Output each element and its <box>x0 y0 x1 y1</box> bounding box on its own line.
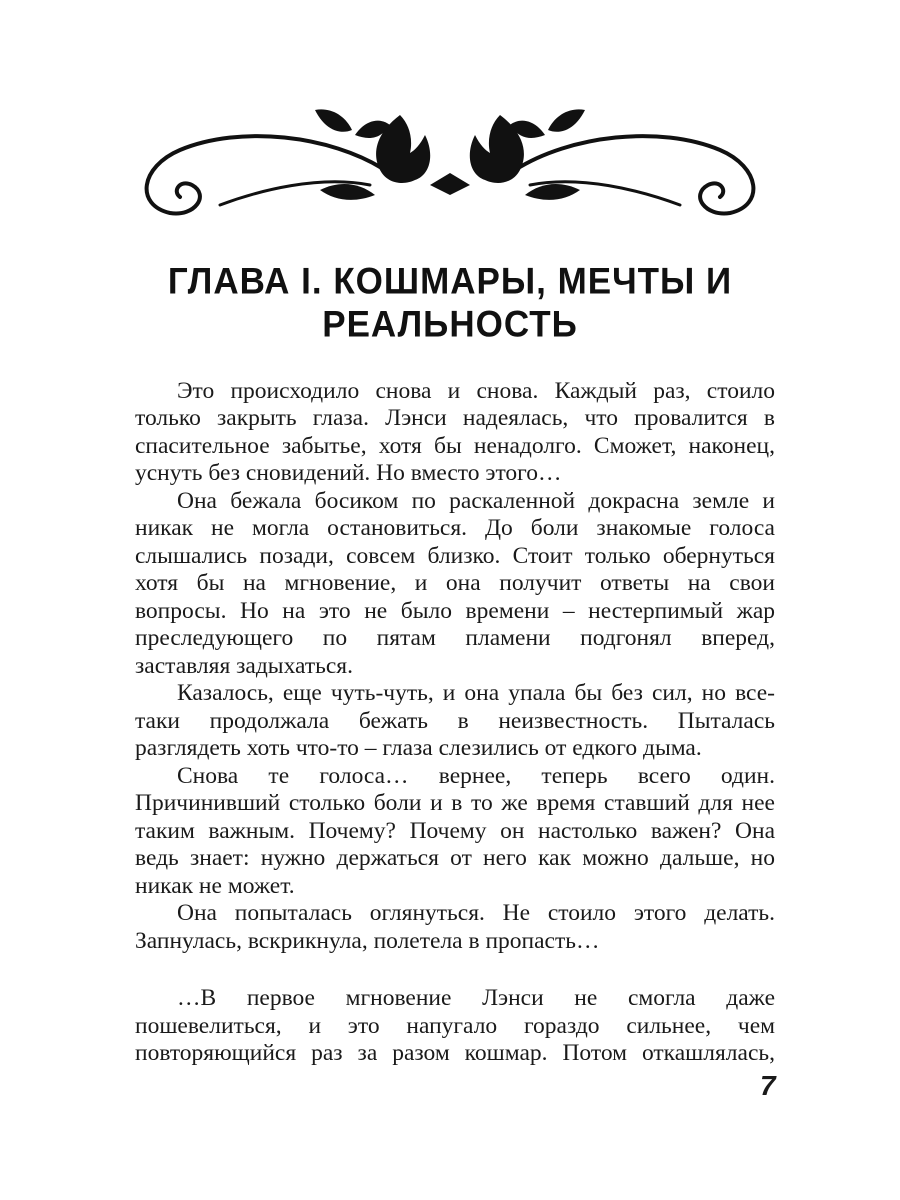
text-line: Снова те голоса… вернее, теперь всего один. <box>177 763 775 789</box>
text-line: никак не могла остановиться. До боли знакомые голоса <box>135 515 775 541</box>
text-line: таким важным. Почему? Почему он настолько важен? Она <box>135 818 775 844</box>
text-line: хотя бы на мгновение, и она получит ответы на свои <box>135 570 775 596</box>
text-line: Она бежала босиком по раскаленной докрасна земле и <box>177 488 775 514</box>
text-line: спасительное забытье, хотя бы ненадолго. Сможет, наконец, <box>135 433 775 459</box>
chapter-title-line-2: РЕАЛЬНОСТЬ <box>322 304 578 345</box>
text-line: ведь знает: нужно держаться от него как можно дальше, но <box>135 845 775 871</box>
text-line: уснуть без сновидений. Но вместо этого… <box>135 460 562 486</box>
text-line: только закрыть глаза. Лэнси надеялась, что провалится в <box>135 405 775 431</box>
text-line: повторяющийся раз за разом кошмар. Потом откашлялась, <box>135 1040 775 1066</box>
text-line: Это происходило снова и снова. Каждый раз, стоило <box>177 378 775 404</box>
text-line: преследующего по пятам пламени подгонял вперед, <box>135 625 775 651</box>
floral-ornament <box>130 95 770 225</box>
text-line: разглядеть хоть что-то – глаза слезились от едкого дыма. <box>135 735 702 761</box>
chapter-title-line-1: ГЛАВА I. КОШМАРЫ, МЕЧТЫ И <box>167 261 733 302</box>
text-line: таки продолжала бежать в неизвестность. Пыталась <box>135 708 775 734</box>
text-line: …В первое мгновение Лэнси не смогла даже <box>177 985 775 1011</box>
text-line: слышались позади, совсем близко. Стоит только обернуться <box>135 543 775 569</box>
text-line: пошевелиться, и это напугало гораздо сильнее, чем <box>135 1013 775 1039</box>
text-line: заставляя задыхаться. <box>135 653 353 679</box>
text-line: Запнулась, вскрикнула, полетела в пропасть… <box>135 928 600 954</box>
text-line: Причинивший столько боли и в то же время ставший для нее <box>135 790 775 816</box>
text-line: вопросы. Но на это не было времени – нестерпимый жар <box>135 598 775 624</box>
page-number: 7 <box>760 1070 776 1101</box>
text-line: Она попыталась оглянуться. Не стоило этого делать. <box>177 900 775 926</box>
text-line: никак не может. <box>135 873 295 899</box>
text-line: Казалось, еще чуть-чуть, и она упала бы без сил, но все- <box>177 680 775 706</box>
